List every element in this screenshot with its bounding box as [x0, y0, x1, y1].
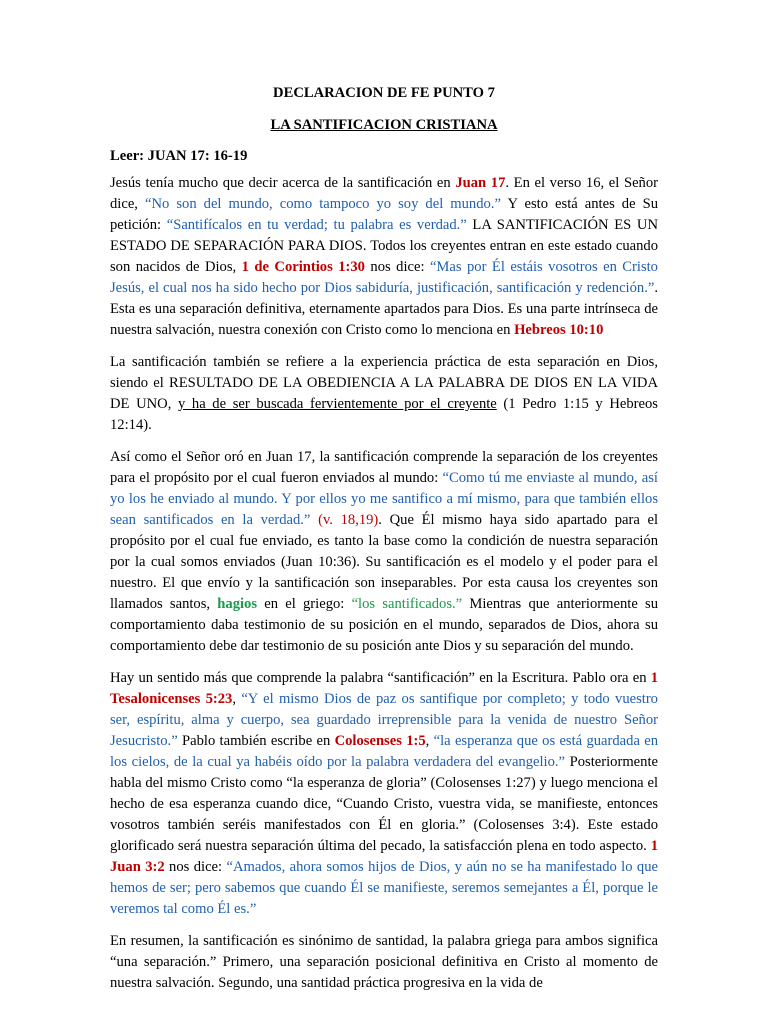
- scripture-quote: “Mas por Él estáis vosotros en Cristo Jesús, el cual nos ha sido hecho por Dios sabiduría, justificación, santificación y redención.”: [110, 259, 658, 296]
- text-span: . Esta es una separación definitiva, eternamente apartados para Dios. Es una parte intrínseca de nuestra salvación, nuestra conexión con Cristo como lo menciona en: [110, 280, 658, 338]
- scripture-quote: “Santifícalos en tu verdad; tu palabra es verdad.”: [166, 217, 467, 233]
- paragraph-4: [110, 668, 658, 920]
- bible-reference: Hebreos 10:10: [514, 322, 604, 338]
- paragraph-1: [110, 173, 658, 341]
- greek-word: hagios: [217, 596, 258, 612]
- text-span: nos dice:: [364, 259, 430, 275]
- text-span: en el griego:: [257, 596, 352, 612]
- text-span: Posteriormente habla del mismo Cristo como “la esperanza de gloria” (Colosenses 1:27) y luego menciona el hecho de esa esperanza cuando dice, “Cuando Cristo, vuestra vida, se manifieste, entonces vosotros también seréis manifestados con Él en gloria.” (Colosenses 3:4). Este estado glorificado será nuestra separación última del pecado, la satisfacción plena en todo aspecto.: [110, 754, 658, 854]
- text-span: Hay un sentido más que comprende la palabra “santificación” en la Escritura. Pablo ora en: [110, 670, 651, 686]
- scripture-quote: “la esperanza que os está guardada en los cielos, de la cual ya habéis oído por la palabra verdadera del evangelio.”: [110, 733, 659, 770]
- scripture-quote: “Y el mismo Dios de paz os santifique por completo; y todo vuestro ser, espíritu, alma y cuerpo, sea guardado irreprensible para la venida de nuestro Señor Jesucristo.”: [110, 691, 658, 749]
- scripture-quote: “Como tú me enviaste al mundo, así yo los he enviado al mundo. Y por ellos yo me santifico a mí mismo, para que también ellos sean santificados en la verdad.”: [110, 470, 658, 528]
- text-span: La santificación también se refiere a la experiencia práctica de esta separación en Dios, siendo el RESULTADO DE LA OBEDIENCIA A LA PALABRA DE DIOS EN LA VIDA DE UNO,: [110, 354, 658, 412]
- reading-reference: Leer: JUAN 17: 16-19: [110, 148, 248, 164]
- text-span: En resumen, la santificación es sinónimo de santidad, la palabra griega para ambos significa “una separación.” Primero, una separación posicional definitiva en Cristo al momento de nuestra salvación. Segundo, una santidad práctica progresiva en la vida de: [110, 933, 658, 991]
- greek-translation: “los santificados.”: [351, 596, 463, 612]
- underlined-text: y ha de ser buscada fervientemente por el creyente: [177, 396, 497, 412]
- paragraph-3: [110, 447, 658, 657]
- scripture-quote: “No son del mundo, como tampoco yo soy del mundo.”: [145, 196, 501, 212]
- text-span: nos dice:: [164, 859, 227, 875]
- text-span: Y esto está antes de Su petición:: [110, 196, 659, 233]
- text-span: ,: [232, 691, 242, 707]
- text-span: . Que Él mismo haya sido apartado para el propósito por el cual fue enviado, es tanto la base como la condición de nuestra separación por la cual somos enviados (Juan 10:36). Su santificación es el modelo y el poder para el nuestro. El que envío y la santificación son inseparables. Por esta causa los creyentes son llamados santos,: [110, 512, 658, 612]
- bible-reference: 1 Juan 3:2: [110, 838, 658, 875]
- document-page: [110, 83, 658, 994]
- text-span: Mientras que anteriormente su comportamiento daba testimonio de su posición en el mundo, separados de Dios, ahora su comportamiento debe dar testimonio de su posición ante Dios y su separación del mundo.: [110, 596, 658, 654]
- bible-reference: 1 Tesalonicenses 5:23: [110, 670, 658, 707]
- bible-reference: Juan 17: [455, 175, 506, 191]
- paragraph-5: [110, 931, 658, 994]
- document-subtitle: LA SANTIFICACION CRISTIANA: [270, 117, 498, 133]
- text-span: Jesús tenía mucho que decir acerca de la santificación en: [110, 175, 456, 191]
- text-span: Pablo también escribe en: [177, 733, 335, 749]
- scripture-quote: “Amados, ahora somos hijos de Dios, y aún no se ha manifestado lo que hemos de ser; pero sabemos que cuando Él se manifieste, seremos semejantes a Él, porque le veremos tal como Él es.”: [110, 859, 658, 917]
- text-span: ,: [425, 733, 434, 749]
- document-title: DECLARACION DE FE PUNTO 7: [273, 85, 495, 101]
- bible-reference: Colosenses 1:5: [334, 733, 426, 749]
- text-span: LA SANTIFICACIÓN ES UN ESTADO DE SEPARACIÓN PARA DIOS. Todos los creyentes entran en este estado cuando son nacidos de Dios,: [110, 217, 658, 275]
- text-span: (1 Pedro 1:15 y Hebreos 12:14).: [110, 396, 658, 433]
- verse-reference: (v. 18,19): [310, 512, 379, 528]
- text-span: Así como el Señor oró en Juan 17, la santificación comprende la separación de los creyentes para el propósito por el cual fueron enviados al mundo:: [110, 449, 658, 486]
- bible-reference: 1 de Corintios 1:30: [241, 259, 365, 275]
- paragraph-2: [110, 352, 658, 436]
- text-span: . En el verso 16, el Señor dice,: [110, 175, 659, 212]
